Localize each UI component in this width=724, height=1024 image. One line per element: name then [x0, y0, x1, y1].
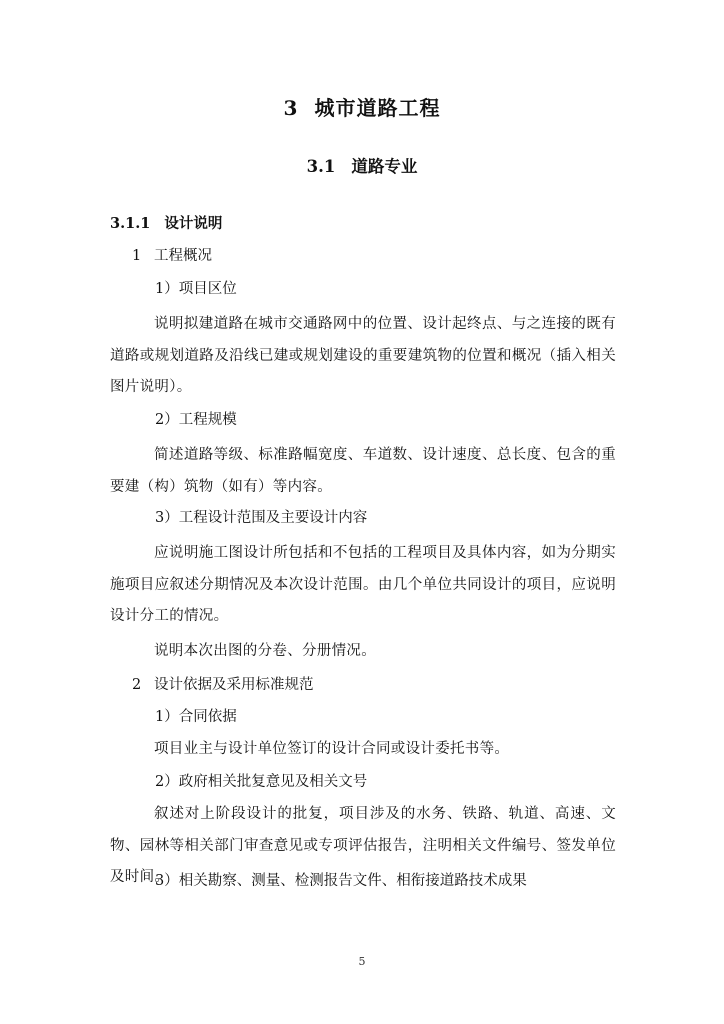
paragraph: 项目业主与设计单位签订的设计合同或设计委托书等。: [154, 741, 510, 757]
paragraph: 叙述对上阶段设计的批复，项目涉及的水务、铁路、轨道、高速、文物、园林等相关部门审查意见或专项评估报告，注明相关文件编号、签发单位及时间。: [110, 806, 616, 885]
subitem-label: 2）工程规模: [155, 412, 237, 428]
item-number: 2: [132, 677, 142, 693]
section-heading: [0, 153, 724, 177]
chapter-number: 3: [283, 96, 299, 120]
paragraph: 说明拟建道路在城市交通路网中的位置、设计起终点、与之连接的既有道路或规划道路及沿线已建或规划建设的重要建筑物的位置和概况（插入相关图片说明）。: [110, 316, 616, 395]
item-heading: [132, 675, 314, 695]
subitem-label: 2）政府相关批复意见及相关文号: [155, 774, 368, 790]
subitem-label: 1）项目区位: [155, 281, 237, 297]
item-number: 1: [132, 248, 142, 264]
item-heading: [132, 246, 212, 266]
subitem-label: 1）合同依据: [155, 709, 237, 725]
chapter-heading: [0, 92, 724, 121]
subsection-number: 3.1.1: [110, 215, 151, 232]
item-title: 工程概况: [154, 248, 212, 264]
paragraph: 简述道路等级、标准路幅宽度、车道数、设计速度、总长度、包含的重要建（构）筑物（如有）等内容。: [110, 447, 616, 495]
item-title: 设计依据及采用标准规范: [154, 677, 314, 693]
section-number: 3.1: [306, 157, 336, 176]
subsection-title: 设计说明: [164, 215, 223, 232]
paragraph: 说明本次出图的分卷、分册情况。: [154, 643, 376, 659]
chapter-title: 城市道路工程: [314, 96, 441, 120]
subitem-label: 3）相关勘察、测量、检测报告文件、相衔接道路技术成果: [155, 873, 527, 889]
section-title: 道路专业: [351, 157, 418, 176]
page-number: 5: [358, 955, 366, 968]
paragraph: 应说明施工图设计所包括和不包括的工程项目及具体内容，如为分期实施项目应叙述分期情况及本次设计范围。由几个单位共同设计的项目，应说明设计分工的情况。: [110, 545, 616, 624]
subsection-heading: [110, 212, 222, 233]
subitem-label: 3）工程设计范围及主要设计内容: [155, 510, 368, 526]
